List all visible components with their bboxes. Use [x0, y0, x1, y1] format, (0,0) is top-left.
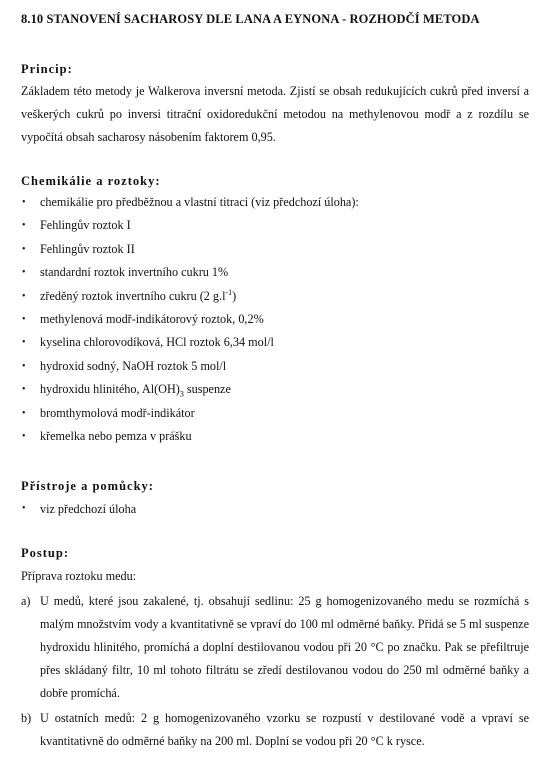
bullet-icon: • [22, 337, 26, 349]
bullet-icon: • [22, 243, 26, 255]
list-item: • Fehlingův roztok II [21, 238, 521, 261]
procedure-step [21, 590, 529, 705]
list-item: • Fehlingův roztok I [21, 214, 521, 237]
instruments-heading: Přístroje a pomůcky: [21, 479, 154, 493]
procedure-step [21, 707, 529, 753]
bullet-icon: • [22, 290, 26, 302]
bullet-icon: • [22, 197, 26, 208]
step-marker: a) [21, 594, 31, 608]
list-item: • kyselina chlorovodíková, HCl roztok 6,34 mol/l [21, 331, 521, 354]
list-item: • křemelka nebo pemza v prášku [21, 425, 521, 448]
step-text: U ostatních medů: 2 g homogenizovaného vzorku se rozpustí v destilované vodě a vpraví se kvantitativně do odměrné baňky na 200 ml. Doplní se vodou při 20 °C k rysce. [40, 711, 529, 748]
bullet-icon: • [22, 220, 26, 232]
superscript: -1 [225, 287, 233, 297]
instruments-list-item: • viz předchozí úloha [22, 502, 137, 516]
bullet-icon: • [22, 430, 26, 442]
list-item: • hydroxidu hlinitého, $Al(OH)_3$ suspenze [21, 378, 521, 401]
principle-heading: Princip: [21, 62, 73, 76]
list-item: • bromthymolová modř-indikátor [21, 402, 521, 425]
list-item: • methylenová modř-indikátorový roztok, 0,2% [21, 308, 521, 331]
list-item: • chemikálie pro předběžnou a vlastní titraci (viz předchozí úloha): [21, 191, 521, 214]
bullet-icon: • [22, 313, 26, 325]
principle-text: Základem této metody je Walkerova inversní metoda. Zjistí se obsah redukujících cukrů před inversí a veškerých cukrů po inversi titrační oxidoredukční metodou na methylenovou modř a z rozdílu se vypočítá obsah sacharosy násobením faktorem 0,95. [21, 84, 529, 144]
bullet-icon: • [22, 503, 26, 514]
bullet-icon: • [22, 384, 26, 396]
procedure-heading: Postup: [21, 546, 69, 560]
chemicals-heading: Chemikálie a roztoky: [21, 174, 161, 188]
step-marker: b) [21, 711, 32, 725]
list-item: • zředěný roztok invertního cukru (2 $g.l^{-1}$) [21, 285, 521, 308]
list-item: • hydroxid sodný, NaOH roztok 5 mol/l [21, 355, 521, 378]
list-item: • standardní roztok invertního cukru 1% [21, 261, 521, 284]
subscript: 3 [179, 389, 184, 399]
step-text: U medů, které jsou zakalené, tj. obsahují sedlinu: 25 g homogenizovaného medu se rozmíchá s malým množstvím vody a kvantitativně se vpraví do 100 ml odměrné baňky. Přidá se 5 ml suspenze hydroxidu hlinitého, promíchá a doplní destilovanou vodou při 20 °C po značku. Pak se přefiltruje přes skládaný filtr, 10 ml tohoto filtrátu se zředí destilovanou vodou do 250 ml odměrné baňky a dobře promíchá. [40, 594, 529, 700]
bullet-icon: • [22, 360, 26, 372]
bullet-icon: • [22, 267, 26, 279]
document-title: 8.10 STANOVENÍ SACHAROSY DLE LANA A EYNONA - ROZHODČÍ METODA [21, 12, 480, 26]
bullet-icon: • [22, 407, 26, 419]
procedure-subheading: Příprava roztoku medu: [21, 569, 137, 583]
chemicals-list [21, 191, 521, 448]
